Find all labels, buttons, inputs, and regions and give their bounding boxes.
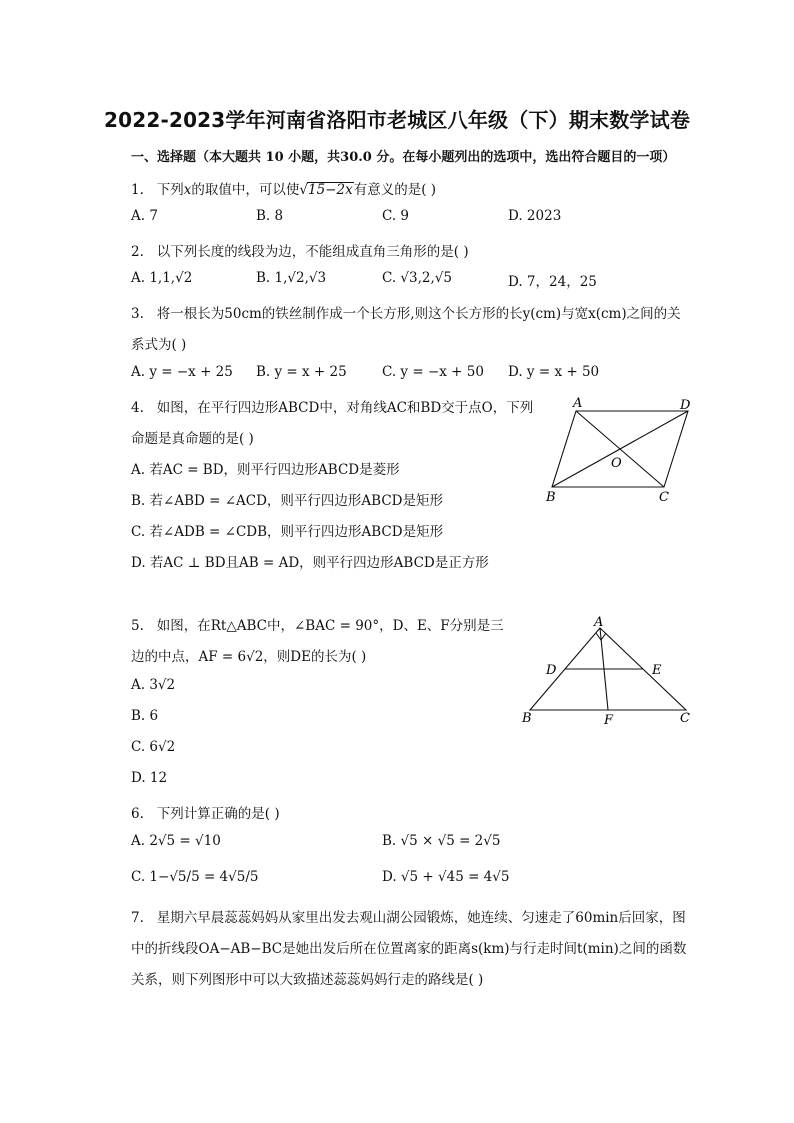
q2-option-c[interactable]: C. √3,2,√5 xyxy=(382,270,452,286)
q1-number: 1. xyxy=(131,182,144,198)
q3-line2: 系式为( ) xyxy=(131,337,187,353)
q2-option-d[interactable]: D. 7，24，25 xyxy=(508,274,597,290)
q5-line1: 如图，在Rt△ABC中，∠BAC = 90°，D、E、F分别是三 xyxy=(156,618,504,634)
question-2 xyxy=(131,240,469,260)
label-b: B xyxy=(522,711,532,726)
question-3 xyxy=(131,302,681,322)
q6-number: 6. xyxy=(131,806,144,822)
label-c: C xyxy=(659,490,669,505)
q6-option-a[interactable]: A. 2√5 = √10 xyxy=(131,833,221,849)
q7-number: 7. xyxy=(131,910,144,926)
q4-option-a[interactable]: A. 若AC = BD，则平行四边形ABCD是菱形 xyxy=(131,462,400,478)
q5-line2: 边的中点，AF = 6√2，则DE的长为( ) xyxy=(131,649,367,665)
q5-option-c[interactable]: C. 6√2 xyxy=(131,739,176,755)
q1-option-b[interactable]: B. 8 xyxy=(256,208,284,224)
q4-number: 4. xyxy=(131,400,144,416)
q5-option-b[interactable]: B. 6 xyxy=(131,708,159,724)
sqrt-icon: √ xyxy=(299,182,308,198)
parallelogram-figure xyxy=(540,395,700,505)
q3-option-b[interactable]: B. y = x + 25 xyxy=(256,364,347,380)
label-c: C xyxy=(680,711,690,726)
q1-option-d[interactable]: D. 2023 xyxy=(508,208,562,224)
question-4 xyxy=(131,396,533,416)
label-a: A xyxy=(573,396,583,411)
q5-number: 5. xyxy=(131,618,144,634)
q3-option-a[interactable]: A. y = −x + 25 xyxy=(131,364,233,380)
q7-line1: 星期六早晨蕊蕊妈妈从家里出发去观山湖公园锻炼，她连续、匀速走了60min后回家，图 xyxy=(156,910,686,926)
q3-option-c[interactable]: C. y = −x + 50 xyxy=(382,364,484,380)
q3-line1: 将一根长为50cm的铁丝制作成一个长方形,则这个长方形的长y(cm)与宽x(cm)之间的关 xyxy=(156,306,681,322)
question-6 xyxy=(131,802,280,822)
q4-line1: 如图，在平行四边形ABCD中，对角线AC和BD交于点O，下列 xyxy=(156,400,534,416)
q2-number: 2. xyxy=(131,244,144,260)
q1-text-b: 的取值中，可以使 xyxy=(191,182,300,198)
label-d: D xyxy=(546,663,557,678)
label-e: E xyxy=(652,663,662,678)
q5-option-d[interactable]: D. 12 xyxy=(131,770,168,786)
q1-text-c: 有意义的是( ) xyxy=(353,182,437,198)
q4-option-c[interactable]: C. 若∠ADB = ∠CDB，则平行四边形ABCD是矩形 xyxy=(131,524,444,540)
question-5 xyxy=(131,614,504,634)
q3-number: 3. xyxy=(131,306,144,322)
q4-option-b[interactable]: B. 若∠ABD = ∠ACD，则平行四边形ABCD是矩形 xyxy=(131,493,443,509)
q7-line3: 关系，则下列图形中可以大致描述蕊蕊妈妈行走的路线是( ) xyxy=(131,972,484,988)
q6-option-c[interactable]: C. 1−√5/5 = 4√5/5 xyxy=(131,869,259,885)
q3-option-d[interactable]: D. y = x + 50 xyxy=(508,364,600,380)
page-title: 2022-2023学年河南省洛阳市老城区八年级（下）期末数学试卷 xyxy=(103,108,691,132)
label-b: B xyxy=(546,490,556,505)
q7-line2: 中的折线段OA−AB−BC是她出发后所在位置离家的距离s(km)与行走时间t(min)之间的函数 xyxy=(131,941,687,957)
q1-option-c[interactable]: C. 9 xyxy=(382,208,410,224)
question-1 xyxy=(131,178,436,198)
label-o: O xyxy=(611,456,622,471)
q5-option-a[interactable]: A. 3√2 xyxy=(131,677,176,693)
q4-option-d[interactable]: D. 若AC ⊥ BD且AB = AD，则平行四边形ABCD是正方形 xyxy=(131,555,489,571)
triangle-figure xyxy=(520,612,700,732)
q6-option-d[interactable]: D. √5 + √45 = 4√5 xyxy=(382,869,510,885)
question-7 xyxy=(131,906,686,926)
q1-option-a[interactable]: A. 7 xyxy=(131,208,158,224)
q2-option-b[interactable]: B. 1,√2,√3 xyxy=(256,270,327,286)
q6-option-b[interactable]: B. √5 × √5 = 2√5 xyxy=(382,833,501,849)
q1-text-a: 下列 xyxy=(156,182,184,198)
q2-option-a[interactable]: A. 1,1,√2 xyxy=(131,270,193,286)
label-f: F xyxy=(604,713,614,728)
q1-var: x xyxy=(183,182,192,198)
q6-text: 下列计算正确的是( ) xyxy=(156,806,280,822)
label-d: D xyxy=(680,398,691,413)
section-header: 一、选择题（本大题共 10 小题，共30.0 分。在每小题列出的选项中，选出符合题目的一项） xyxy=(131,150,676,165)
q2-text: 以下列长度的线段为边，不能组成直角三角形的是( ) xyxy=(156,244,469,260)
label-a: A xyxy=(594,615,604,630)
q1-radicand: 15−2x xyxy=(308,182,353,198)
q4-line2: 命题是真命题的是( ) xyxy=(131,431,254,447)
